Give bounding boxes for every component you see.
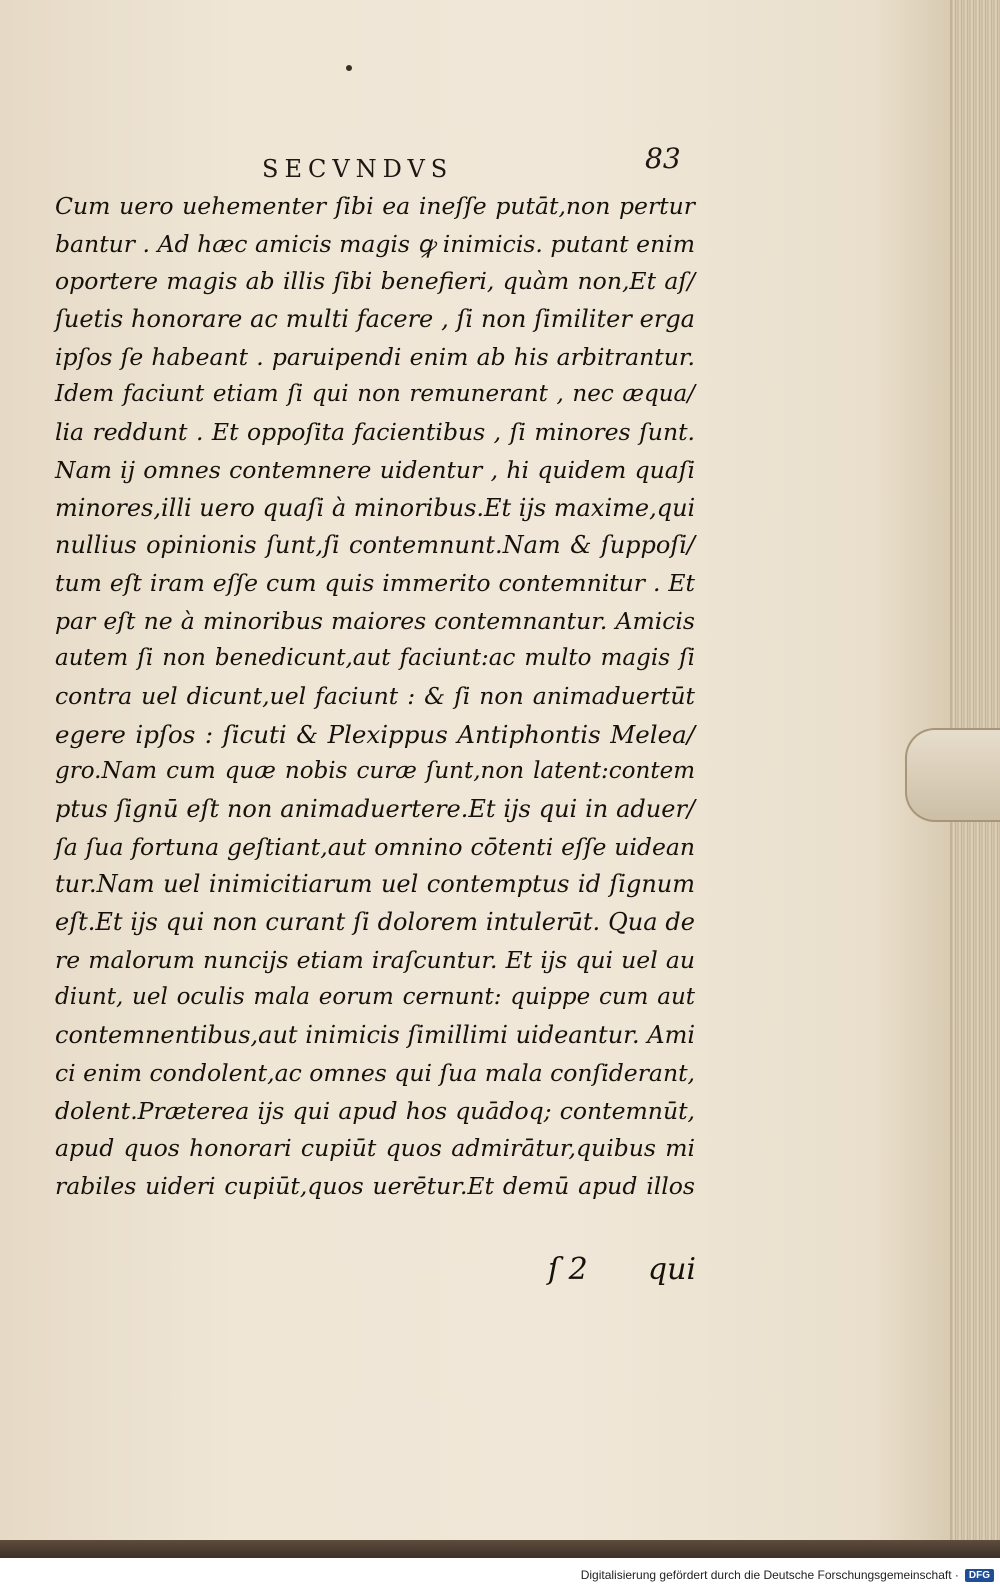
running-head: SECVNDVS xyxy=(262,155,454,183)
text-line: eſt.Et ijs qui non curant ſi dolorem intulerūt. Qua de xyxy=(55,908,695,937)
text-line: re malorum nuncijs etiam iraſcuntur. Et ijs qui uel au xyxy=(55,945,695,974)
text-line: gro.Nam cum quæ nobis curæ ſunt,non latent:contem xyxy=(55,758,695,785)
page-number: 83 xyxy=(645,142,681,175)
book-clasp xyxy=(905,728,1000,822)
signature-mark: ſ 2 xyxy=(548,1252,588,1287)
dfg-logo[interactable]: DFG xyxy=(965,1569,994,1582)
text-line: rabiles uideri cupiūt,quos uerētur.Et demū apud illos xyxy=(55,1171,695,1200)
text-line: egere ipſos : ſicuti & Plexippus Antiphontis Melea/ xyxy=(55,719,695,749)
text-line: bantur . Ad hæc amicis magis ꝙ inimicis. putant enim xyxy=(55,229,695,258)
ink-spot xyxy=(346,65,352,71)
text-line: minores,illi uero quaſi à minoribus.Et ijs maxime,qui xyxy=(55,493,696,522)
text-line: ptus ſignū eſt non animaduertere.Et ijs qui in aduer/ xyxy=(55,795,695,823)
text-line: Idem faciunt etiam ſi qui non remunerant , nec æqua/ xyxy=(55,381,695,408)
text-line: ipſos ſe habeant . paruipendi enim ab his arbitrantur. xyxy=(55,342,695,371)
page-bottom-shadow xyxy=(0,1540,1000,1558)
funding-note: Digitalisierung gefördert durch die Deutsche Forschungsgemeinschaft · xyxy=(580,1568,959,1582)
text-line: autem ſi non benedicunt,aut faciunt:ac multo magis ſi xyxy=(55,645,695,672)
text-line: ſuetis honorare ac multi facere , ſi non ſimiliter erga xyxy=(55,305,695,334)
text-line: contra uel dicunt,uel faciunt : & ſi non animaduertūt xyxy=(55,681,695,710)
text-line: Nam ij omnes contemnere uidentur , hi quidem quaſi xyxy=(55,455,695,484)
text-line: par eſt ne à minoribus maiores contemnantur. Amicis xyxy=(55,606,695,635)
text-line: apud quos honorari cupiūt quos admirātur,quibus mi xyxy=(55,1134,695,1163)
text-line: ſa ſua fortuna geſtiant,aut omnino cōtenti eſſe uidean xyxy=(55,832,695,861)
text-line: Cum uero uehementer ſibi ea ineſſe putāt,non pertur xyxy=(55,192,695,220)
text-block xyxy=(55,188,695,1206)
footer-bar xyxy=(0,1558,1000,1592)
page-foot xyxy=(548,1252,696,1287)
text-line: contemnentibus,aut inimicis ſimillimi uideantur. Ami xyxy=(55,1021,696,1050)
text-line: diunt, uel oculis mala eorum cernunt: quippe cum aut xyxy=(55,984,695,1011)
text-line: dolent.Præterea ijs qui apud hos quādoq; contemnūt, xyxy=(55,1096,695,1125)
catchword: qui xyxy=(647,1252,696,1287)
text-line: tur.Nam uel inimicitiarum uel contemptus id ſignum xyxy=(55,870,695,899)
text-line: tum eſt iram eſſe cum quis immerito contemnitur . Et xyxy=(55,568,695,597)
text-line: ci enim condolent,ac omnes qui ſua mala conſiderant, xyxy=(55,1058,695,1087)
text-line: nullius opinionis ſunt,ſi contemnunt.Nam & ſuppoſi/ xyxy=(55,531,695,560)
text-line: oportere magis ab illis ſibi benefieri, quàm non,Et aſ/ xyxy=(55,267,695,296)
text-line: lia reddunt . Et oppoſita facientibus , ſi minores ſunt. xyxy=(55,418,695,447)
